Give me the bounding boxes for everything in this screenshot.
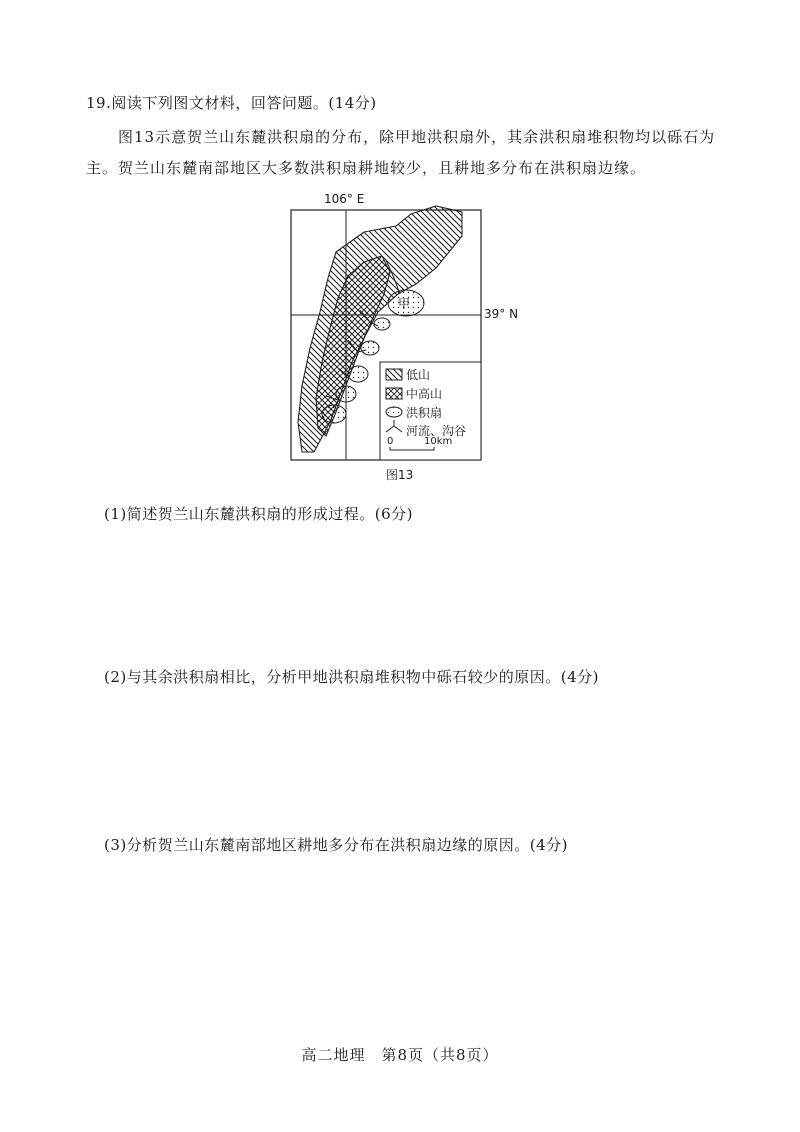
legend-label-river-gully: 河流、沟谷 bbox=[406, 424, 467, 438]
fan bbox=[374, 318, 390, 330]
legend-label-low-mountain: 低山 bbox=[406, 368, 431, 382]
figure-13-map bbox=[286, 190, 526, 490]
fan bbox=[336, 386, 356, 402]
fan bbox=[361, 341, 379, 355]
legend-label-mid-high-mountain: 中高山 bbox=[406, 387, 443, 401]
latitude-label: 39° N bbox=[484, 307, 519, 321]
figure-caption: 图13 bbox=[386, 468, 414, 482]
scale-label-zero: 0 bbox=[387, 436, 394, 447]
fan bbox=[348, 366, 368, 382]
legend-swatch-low-mountain bbox=[386, 369, 402, 380]
question-title: 19.阅读下列图文材料，回答问题。(14分) bbox=[86, 94, 377, 112]
sub-question-2: (2)与其余洪积扇相比，分析甲地洪积扇堆积物中砾石较少的原因。(4分) bbox=[104, 668, 599, 686]
legend-swatch-alluvial-fan bbox=[386, 407, 402, 417]
map-drawing bbox=[286, 190, 526, 490]
legend-label-alluvial-fan: 洪积扇 bbox=[406, 406, 443, 420]
sub-question-1: (1)简述贺兰山东麓洪积扇的形成过程。(6分) bbox=[104, 505, 413, 523]
page-footer: 高二地理 第8页（共8页） bbox=[301, 1046, 499, 1064]
place-label-jia: 甲 bbox=[398, 297, 411, 311]
fan bbox=[322, 405, 346, 423]
question-intro: 图13示意贺兰山东麓洪积扇的分布，除甲地洪积扇外，其余洪积扇堆积物均以砾石为主。贺兰山东麓南部地区大多数洪积扇耕地较少，且耕地多分布在洪积扇边缘。 bbox=[86, 128, 716, 177]
scale-label-distance: 10km bbox=[424, 436, 453, 447]
longitude-label: 106° E bbox=[324, 192, 365, 206]
sub-question-3: (3)分析贺兰山东麓南部地区耕地多分布在洪积扇边缘的原因。(4分) bbox=[104, 836, 568, 854]
legend-swatch-mid-high-mountain bbox=[386, 388, 402, 399]
